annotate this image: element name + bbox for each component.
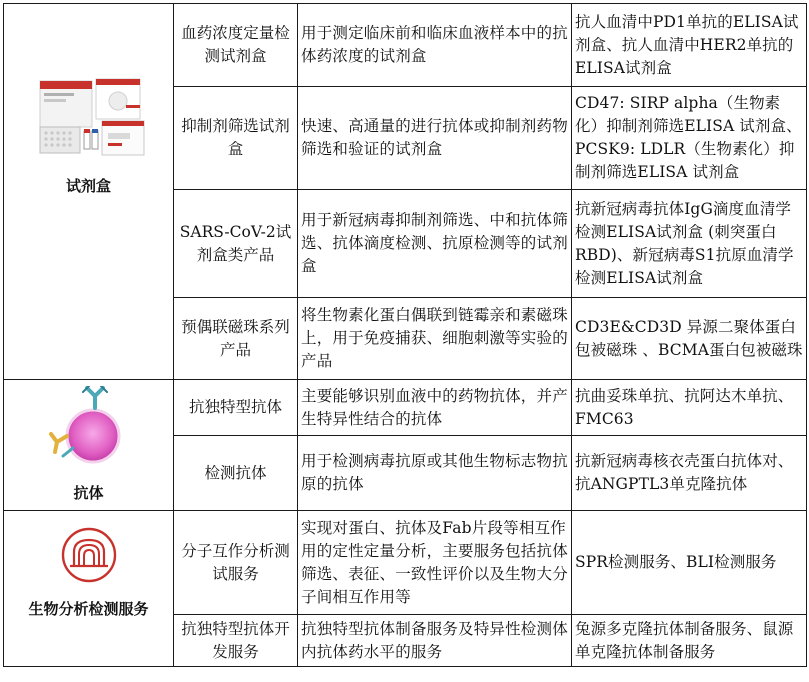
- subcategory-cell: 分子互作分析测试服务: [174, 511, 298, 615]
- product-table: [3, 3, 807, 667]
- examples-cell: CD47: SIRP alpha（生物素化）抑制剂筛选ELISA 试剂盒、PCSK9: LDLR（生物素化）抑制剂筛选ELISA 试剂盒: [572, 87, 807, 190]
- table-row: [4, 4, 807, 87]
- table-row: [4, 511, 807, 615]
- examples-cell: 兔源多克隆抗体制备服务、鼠源单克隆抗体制备服务: [572, 615, 807, 667]
- category-title: 试剂盒: [65, 177, 111, 195]
- examples-cell: 抗新冠病毒抗体IgG滴度血清学检测ELISA试剂盒 (刺突蛋白 RBD)、新冠病毒S1抗原血清学检测ELISA试剂盒: [572, 190, 807, 298]
- examples-cell: CD3E&CD3D 异源二聚体蛋白包被磁珠 、BCMA蛋白包被磁珠: [572, 298, 807, 380]
- description-cell: 抗独特型抗体制备服务及特异性检测体内抗体药水平的服务: [298, 615, 572, 667]
- category-title: 生物分析检测服务: [28, 600, 149, 618]
- examples-cell: 抗新冠病毒核衣壳蛋白抗体对、抗ANGPTL3单克隆抗体: [572, 436, 807, 511]
- binding-curve-icon: [60, 526, 118, 584]
- description-cell: 快速、高通量的进行抗体或抑制剂药物筛选和验证的试剂盒: [298, 87, 572, 190]
- description-cell: 用于检测病毒抗原或其他生物标志物抗原的抗体: [298, 436, 572, 511]
- subcategory-cell: SARS-CoV-2试剂盒类产品: [174, 190, 298, 298]
- description-cell: 将生物素化蛋白偶联到链霉亲和素磁珠上，用于免疫捕获、细胞刺激等实验的产品: [298, 298, 572, 380]
- reagent-kit-product-image: [26, 75, 152, 161]
- description-cell: 主要能够识别血液中的药物抗体，并产生特异性结合的抗体: [298, 380, 572, 436]
- subcategory-cell: 预偶联磁珠系列产品: [174, 298, 298, 380]
- description-cell: 实现对蛋白、抗体及Fab片段等相互作用的定性定量分析，主要服务包括抗体筛选、表征、一致性评价以及生物大分子间相互作用等: [298, 511, 572, 615]
- category-cell-reagent-kit: [4, 4, 174, 380]
- examples-cell: 抗曲妥珠单抗、抗阿达木单抗、FMC63: [572, 380, 807, 436]
- examples-cell: 抗人血清中PD1单抗的ELISA试剂盒、抗人血清中HER2单抗的ELISA试剂盒: [572, 4, 807, 87]
- subcategory-cell: 抗独特型抗体开发服务: [174, 615, 298, 667]
- description-cell: 用于新冠病毒抑制剂筛选、中和抗体筛选、抗体滴度检测、抗原检测等的试剂盒: [298, 190, 572, 298]
- subcategory-cell: 抗独特型抗体: [174, 380, 298, 436]
- table-row: [4, 380, 807, 436]
- description-cell: 用于测定临床前和临床血液样本中的抗体药浓度的试剂盒: [298, 4, 572, 87]
- category-cell-bioanalysis: [4, 511, 174, 667]
- subcategory-cell: 抑制剂筛选试剂盒: [174, 87, 298, 190]
- category-title: 抗体: [73, 483, 104, 502]
- antibody-cell-icon: [49, 386, 129, 466]
- subcategory-cell: 检测抗体: [174, 436, 298, 511]
- examples-cell: SPR检测服务、BLI检测服务: [572, 511, 807, 615]
- category-cell-antibody: [4, 380, 174, 511]
- subcategory-cell: 血药浓度定量检测试剂盒: [174, 4, 298, 87]
